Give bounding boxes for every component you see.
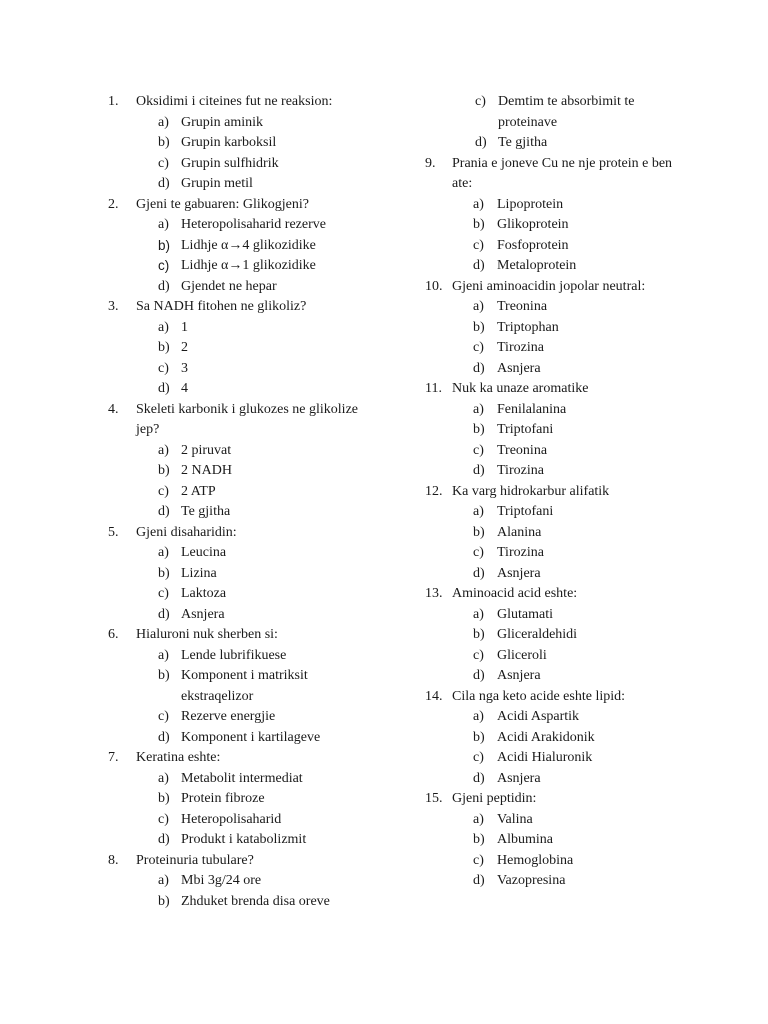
option-letter: c) (158, 586, 169, 601)
answer-option (108, 174, 358, 195)
answer-option (108, 728, 358, 749)
question-text (108, 625, 358, 646)
option-letter: b) (158, 135, 170, 150)
answer-option (108, 256, 358, 277)
question-text (425, 482, 695, 503)
option-letter: b) (158, 340, 170, 355)
option-letter: d) (475, 135, 487, 150)
question-label: Gjeni peptidin: (452, 791, 537, 806)
option-letter: c) (473, 647, 484, 663)
option-letter: d) (158, 278, 170, 294)
option-text: Rezerve energjie (181, 709, 276, 724)
option-letter: d) (158, 381, 170, 396)
question-label: Skeleti karbonik i glukozes ne glikolize jep? (136, 401, 359, 437)
option-text: Asnjera (497, 565, 541, 581)
question-number: 3. (108, 299, 119, 314)
option-text: Tirozina (497, 545, 544, 560)
option-text: Fenilalanina (497, 401, 567, 417)
answer-option (425, 502, 695, 523)
answer-option (108, 789, 358, 810)
option-letter: c) (473, 442, 484, 458)
option-text: Protein fibroze (181, 791, 265, 806)
option-letter: c) (473, 237, 484, 253)
answer-option (108, 482, 358, 503)
option-text: 2 piruvat (181, 442, 232, 458)
question-label: Gjeni disaharidin: (136, 524, 237, 540)
option-letter: a) (473, 606, 484, 622)
answer-option (425, 195, 695, 216)
answer-option (108, 810, 358, 831)
question-label: Nuk ka unaze aromatike (452, 381, 589, 396)
question-text (108, 92, 358, 113)
option-text: Treonina (497, 442, 548, 458)
option-letter: a) (473, 811, 484, 827)
answer-option (425, 564, 695, 585)
question-number: 9. (425, 155, 436, 171)
option-letter: d) (473, 565, 485, 581)
option-letter: d) (473, 360, 485, 376)
answer-option (425, 338, 695, 359)
question-number: 11. (425, 381, 442, 396)
question-text (108, 851, 358, 872)
answer-option (425, 318, 695, 339)
answer-option (108, 215, 358, 236)
option-letter: a) (158, 873, 169, 888)
option-letter: d) (158, 729, 170, 745)
option-letter: b) (473, 217, 485, 232)
question-label: Ka varg hidrokarbur alifatik (452, 483, 610, 499)
answer-option (425, 92, 695, 133)
option-letter: c) (158, 258, 170, 273)
answer-option (108, 154, 358, 175)
option-letter: c) (473, 545, 484, 560)
answer-option (108, 666, 358, 707)
answer-option (425, 830, 695, 851)
option-letter: a) (473, 401, 484, 417)
option-text: 3 (181, 360, 188, 376)
answer-option (425, 420, 695, 441)
option-letter: b) (473, 729, 485, 745)
question-number: 6. (108, 627, 119, 642)
answer-option (108, 646, 358, 667)
option-text: Grupin aminik (181, 114, 264, 130)
question-number: 2. (108, 196, 119, 212)
question-number: 13. (425, 586, 443, 601)
option-letter: c) (475, 94, 486, 109)
option-text: Demtim te absorbimit te proteinave (498, 94, 635, 130)
question-text (108, 297, 358, 318)
answer-option (425, 236, 695, 257)
answer-option (425, 851, 695, 872)
option-letter: c) (473, 852, 484, 868)
question-text (425, 789, 695, 810)
answer-option (425, 728, 695, 749)
option-text: Grupin karboksil (181, 135, 277, 150)
answer-option (425, 748, 695, 769)
question-number: 7. (108, 750, 119, 765)
option-text: Alanina (497, 524, 542, 540)
option-text: Treonina (497, 299, 548, 314)
answer-option (108, 502, 358, 523)
option-text: Acidi Aspartik (497, 709, 580, 724)
option-letter: d) (473, 463, 485, 478)
option-text: Te gjitha (498, 135, 548, 150)
option-letter: d) (158, 176, 170, 191)
option-text: Gliceroli (497, 647, 547, 663)
option-letter: c) (473, 750, 484, 765)
option-letter: d) (473, 770, 485, 786)
question-number: 15. (425, 791, 443, 806)
question-label: Aminoacid acid eshte: (452, 586, 578, 601)
option-letter: d) (473, 873, 485, 888)
answer-option (425, 646, 695, 667)
option-text: Laktoza (181, 586, 227, 601)
answer-option (108, 318, 358, 339)
option-text: Metabolit intermediat (181, 770, 303, 786)
answer-option (425, 359, 695, 380)
option-letter: c) (473, 340, 484, 355)
option-letter: a) (158, 545, 169, 560)
option-letter: c) (158, 360, 169, 376)
option-letter: b) (158, 237, 171, 253)
option-letter: b) (158, 463, 170, 478)
answer-option (108, 277, 358, 298)
option-letter: b) (158, 791, 170, 806)
option-letter: b) (473, 319, 485, 335)
answer-option (108, 543, 358, 564)
option-letter: c) (158, 155, 169, 171)
option-letter: a) (158, 114, 169, 130)
answer-option (425, 400, 695, 421)
answer-option (425, 707, 695, 728)
option-text: Metaloprotein (497, 258, 577, 273)
answer-option (108, 379, 358, 400)
option-text: Lidhje α→1 glikozidike (181, 258, 316, 273)
option-text: Gliceraldehidi (497, 627, 578, 642)
answer-option (108, 769, 358, 790)
answer-option (108, 338, 358, 359)
option-text: Lipoprotein (497, 196, 564, 212)
question-label: Cila nga keto acide eshte lipid: (452, 688, 626, 704)
option-letter: a) (473, 504, 484, 519)
question-text (108, 523, 358, 544)
option-text: Triptofani (497, 504, 554, 519)
option-text: Fosfoprotein (497, 237, 569, 253)
option-letter: b) (473, 627, 485, 642)
option-text: 2 NADH (181, 463, 232, 478)
answer-option (108, 892, 358, 913)
answer-option (425, 133, 695, 154)
answer-option (108, 461, 358, 482)
option-letter: b) (158, 893, 170, 909)
question-text (425, 154, 695, 195)
option-text: Te gjitha (181, 504, 231, 519)
answer-option (425, 523, 695, 544)
question-number: 10. (425, 278, 443, 294)
option-text: Mbi 3g/24 ore (181, 873, 262, 888)
option-text: Hemoglobina (497, 852, 574, 868)
question-text (425, 379, 695, 400)
option-text: Triptofani (497, 422, 554, 437)
option-letter: b) (473, 422, 485, 437)
answer-option (425, 810, 695, 831)
answer-option (108, 564, 358, 585)
question-label: Oksidimi i citeines fut ne reaksion: (136, 94, 333, 109)
option-letter: a) (473, 709, 484, 724)
answer-option (425, 256, 695, 277)
option-text: Acidi Hialuronik (497, 750, 593, 765)
option-text: Vazopresina (497, 873, 566, 888)
option-text: Glikoprotein (497, 217, 569, 232)
option-text: Asnjera (497, 668, 541, 683)
answer-option (108, 605, 358, 626)
left-column (108, 92, 358, 912)
option-letter: b) (158, 668, 170, 683)
answer-option (425, 625, 695, 646)
option-letter: a) (158, 770, 169, 786)
answer-option (425, 769, 695, 790)
option-text: Komponent i kartilageve (181, 729, 321, 745)
question-number: 12. (425, 483, 443, 499)
question-text (108, 748, 358, 769)
answer-option (425, 461, 695, 482)
answer-option (425, 871, 695, 892)
question-label: Proteinuria tubulare? (136, 852, 254, 868)
answer-option (108, 113, 358, 134)
question-text (425, 584, 695, 605)
option-text: 2 (181, 340, 188, 355)
option-text: Leucina (181, 545, 227, 560)
option-letter: a) (158, 647, 169, 663)
option-letter: d) (158, 832, 170, 847)
option-text: Grupin metil (181, 176, 253, 191)
answer-option (108, 359, 358, 380)
question-label: Keratina eshte: (136, 750, 221, 765)
option-text: Lidhje α→4 glikozidike (181, 237, 316, 253)
answer-option (108, 584, 358, 605)
option-letter: a) (473, 299, 484, 314)
question-label: Prania e joneve Cu ne nje protein e ben ate: (452, 155, 673, 191)
option-letter: c) (158, 709, 169, 724)
option-letter: b) (158, 565, 170, 581)
answer-option (108, 707, 358, 728)
option-text: 4 (181, 381, 188, 396)
question-text (425, 687, 695, 708)
answer-option (425, 215, 695, 236)
option-text: Gjendet ne hepar (181, 278, 277, 294)
option-text: Heteropolisaharid (181, 811, 282, 827)
option-text: Lende lubrifikuese (181, 647, 287, 663)
option-text: Valina (497, 811, 533, 827)
answer-option (425, 441, 695, 462)
question-number: 8. (108, 852, 119, 868)
question-label: Hialuroni nuk sherben si: (136, 627, 278, 642)
answer-option (108, 830, 358, 851)
option-text: Albumina (497, 832, 553, 847)
answer-option (425, 543, 695, 564)
option-letter: a) (158, 319, 169, 335)
option-text: Heteropolisaharid rezerve (181, 217, 326, 232)
option-text: Zhduket brenda disa oreve (181, 893, 330, 909)
option-letter: b) (473, 524, 485, 540)
question-text (108, 195, 358, 216)
question-text (108, 400, 358, 441)
option-text: Tirozina (497, 340, 544, 355)
question-label: Sa NADH fitohen ne glikoliz? (136, 299, 307, 314)
option-text: Asnjera (497, 770, 541, 786)
option-text: Asnjera (497, 360, 541, 376)
answer-option (108, 133, 358, 154)
option-text: 1 (181, 319, 188, 335)
option-text: Produkt i katabolizmit (181, 832, 307, 847)
option-text: Acidi Arakidonik (497, 729, 595, 745)
option-letter: d) (158, 606, 170, 622)
option-letter: d) (158, 504, 170, 519)
option-text: Lizina (181, 565, 217, 581)
option-text: Asnjera (181, 606, 225, 622)
answer-option (108, 236, 358, 257)
option-letter: c) (158, 483, 169, 499)
question-text (425, 277, 695, 298)
answer-option (425, 605, 695, 626)
question-number: 1. (108, 94, 119, 109)
right-column (425, 92, 695, 892)
option-text: Glutamati (497, 606, 553, 622)
option-letter: a) (158, 442, 169, 458)
option-letter: d) (473, 668, 485, 683)
answer-option (108, 871, 358, 892)
answer-option (425, 297, 695, 318)
option-letter: b) (473, 832, 485, 847)
option-text: Grupin sulfhidrik (181, 155, 279, 171)
option-letter: c) (158, 811, 169, 827)
question-number: 4. (108, 401, 119, 417)
question-number: 14. (425, 688, 443, 704)
answer-option (425, 666, 695, 687)
option-text: Triptophan (497, 319, 559, 335)
question-label: Gjeni aminoacidin jopolar neutral: (452, 278, 646, 294)
option-text: Komponent i matriksit ekstraqelizor (181, 668, 308, 704)
answer-option (108, 441, 358, 462)
question-number: 5. (108, 524, 119, 540)
option-letter: a) (473, 196, 484, 212)
option-text: Tirozina (497, 463, 544, 478)
option-text: 2 ATP (181, 483, 216, 499)
option-letter: d) (473, 258, 485, 273)
question-label: Gjeni te gabuaren: Glikogjeni? (136, 196, 309, 212)
option-letter: a) (158, 217, 169, 232)
